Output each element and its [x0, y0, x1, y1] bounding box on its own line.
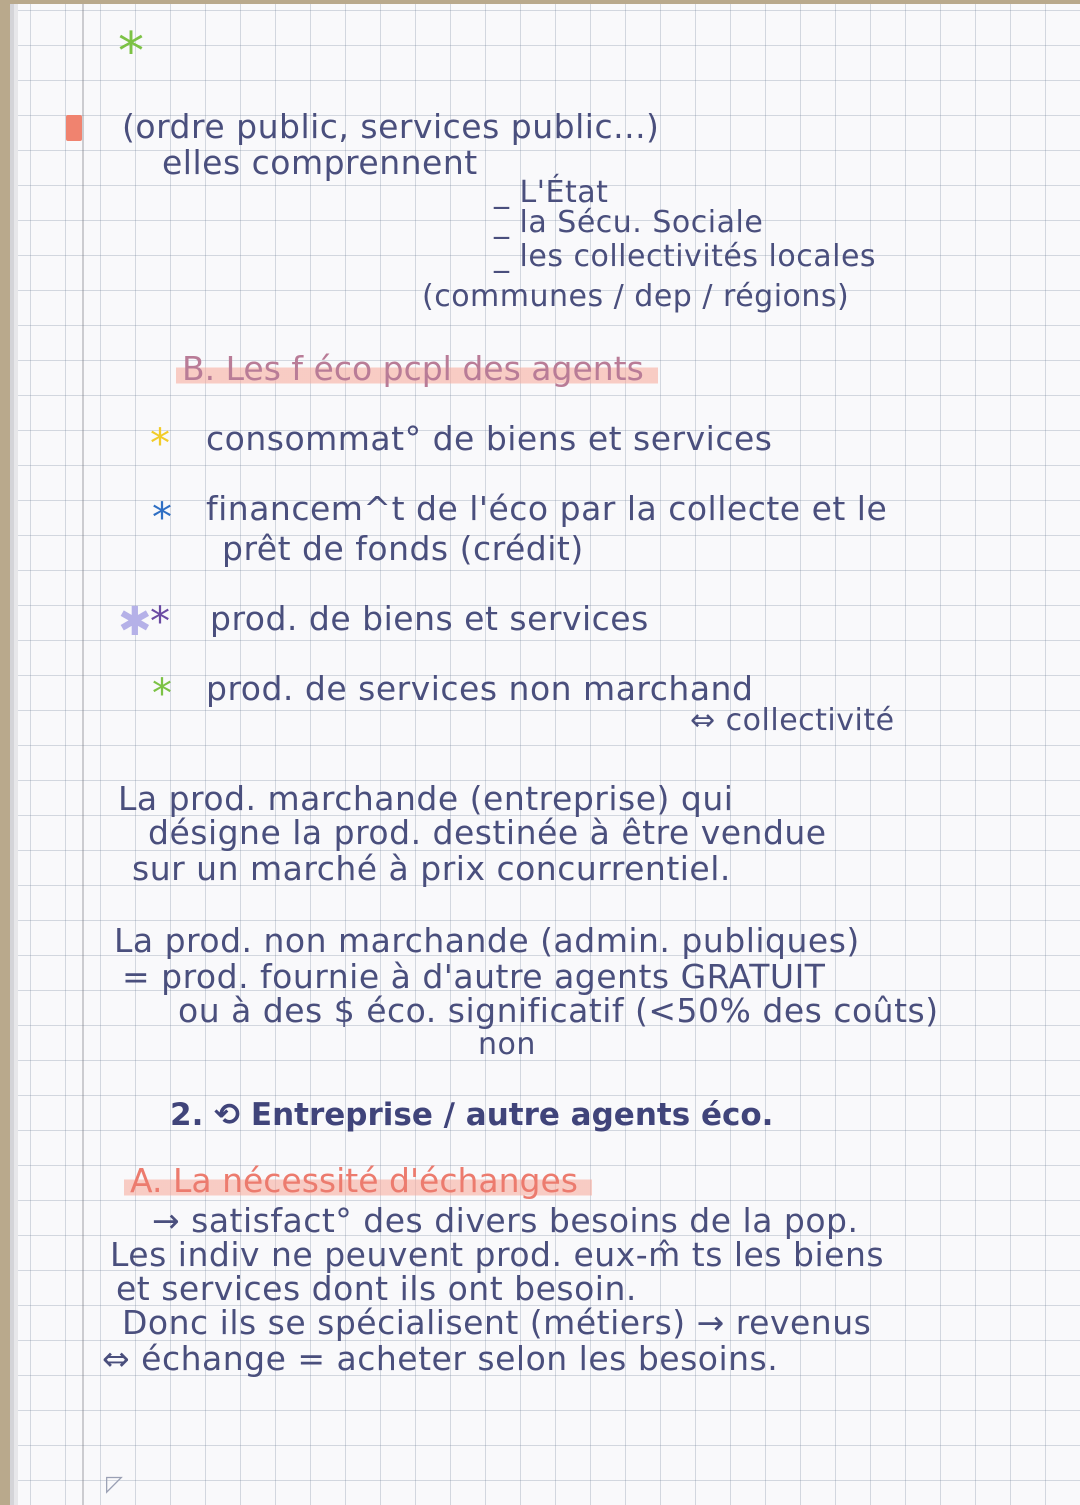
bullet-consommation: consommat° de biens et services [206, 419, 773, 458]
highlight-marker [66, 115, 82, 141]
bullet-collectivite: ⇔ collectivité [690, 703, 895, 738]
para3-line3: et services dont ils ont besoin. [116, 1269, 637, 1308]
notebook-page [18, 4, 1080, 1505]
star-icon: * [150, 599, 170, 645]
para2-line3: ou à des $ éco. significatif (<50% des coûts) [178, 991, 939, 1030]
para1-line3: sur un marché à prix concurrentiel. [132, 849, 731, 888]
para3-line4: Donc ils se spécialisent (métiers) → revenus [122, 1303, 872, 1342]
heading-b: B. Les f éco pcpl des agents [176, 352, 658, 386]
star-icon: ✱ [118, 599, 152, 645]
star-icon: * [118, 22, 144, 82]
para2-line1: La prod. non marchande (admin. publiques) [114, 921, 860, 960]
note-line-etat: _ L'État [494, 175, 609, 210]
section-2-title: 2. ⟲ Entreprise / autre agents éco. [170, 1097, 774, 1133]
para3-line1: → satisfact° des divers besoins de la pop. [152, 1201, 859, 1240]
note-line-collectivites: _ les collectivités locales [494, 239, 877, 274]
star-icon: * [150, 421, 170, 467]
para2-line2: = prod. fournie à d'autre agents GRATUIT [122, 957, 826, 996]
bullet-prod-non-marchand: prod. de services non marchand [206, 669, 754, 708]
star-icon: * [152, 671, 172, 717]
para1-line1: La prod. marchande (entreprise) qui [118, 779, 734, 818]
note-line-communes: (communes / dep / régions) [422, 279, 850, 314]
note-line-ordre-public: (ordre public, services public...) [122, 107, 660, 146]
para3-line5: ⇔ échange = acheter selon les besoins. [102, 1339, 779, 1378]
note-line-elles-comprennent: elles comprennent [162, 143, 478, 182]
para3-line2: Les indiv ne peuvent prod. eux-m̂ ts les biens [110, 1235, 885, 1274]
bullet-financement-line2: prêt de fonds (crédit) [222, 529, 584, 568]
margin-line [82, 4, 84, 1505]
star-icon: * [152, 495, 172, 541]
bullet-prod-biens: prod. de biens et services [210, 599, 649, 638]
page-corner-mark: ◸ [106, 1472, 123, 1497]
para1-line2: désigne la prod. destinée à être vendue [148, 813, 827, 852]
para2-non: non [478, 1027, 536, 1062]
heading-a: A. La nécessité d'échanges [124, 1164, 592, 1198]
note-line-secu: _ la Sécu. Sociale [494, 205, 764, 240]
bullet-financement: financem^t de l'éco par la collecte et le [206, 489, 888, 528]
